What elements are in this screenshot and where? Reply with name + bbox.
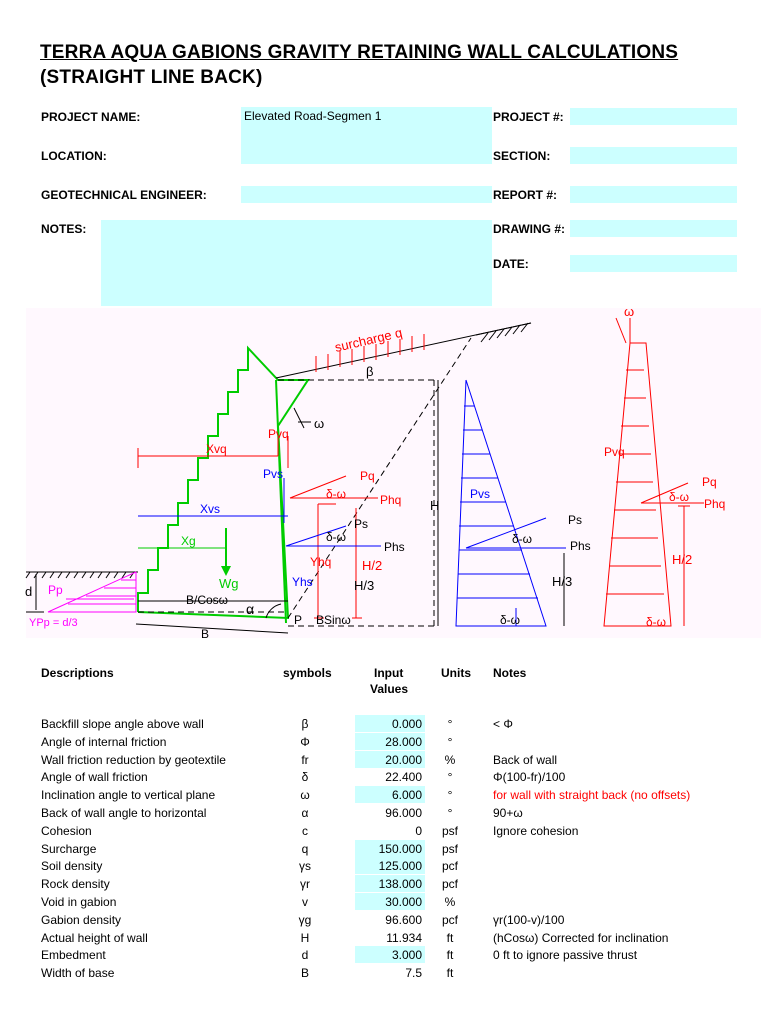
d-label: d	[25, 584, 33, 599]
row-input-value[interactable]: 3.000	[355, 946, 425, 963]
left-ground	[26, 572, 138, 578]
project-number-field[interactable]	[570, 108, 737, 125]
table-row	[0, 929, 768, 947]
row-symbol: fr	[301, 752, 309, 767]
row-unit: %	[444, 895, 456, 909]
row-description: Rock density	[41, 877, 110, 892]
row-input-value[interactable]: 0.000	[355, 715, 425, 732]
drawing-field[interactable]	[570, 220, 737, 237]
row-symbol: H	[300, 930, 310, 945]
h2-label-diagram: H/2	[672, 552, 693, 567]
soil-pressure-triangle	[456, 380, 566, 626]
section-label: SECTION:	[493, 149, 551, 163]
row-note: 0 ft to ignore passive thrust	[493, 948, 638, 963]
project-name-label: PROJECT NAME:	[41, 110, 141, 124]
row-input-value[interactable]: 150.000	[355, 840, 425, 857]
row-description: Width of base	[41, 966, 115, 981]
row-unit: °	[447, 806, 453, 820]
delta-omega-label-diagram-base: δ-ω	[646, 615, 667, 629]
row-description: Back of wall angle to horizontal	[41, 806, 207, 820]
row-unit: ft	[446, 966, 454, 981]
table-row	[0, 822, 768, 840]
row-symbol: ω	[300, 788, 310, 803]
surcharge-label: surcharge q	[333, 324, 404, 355]
notes-field[interactable]	[101, 220, 492, 306]
row-note: (hCosω) Corrected for inclination	[493, 930, 669, 945]
row-symbol: c	[302, 823, 308, 838]
row-unit: ft	[446, 948, 454, 963]
b-label: B	[201, 627, 210, 641]
report-label: REPORT #:	[493, 188, 558, 202]
table-row	[0, 733, 768, 751]
row-symbol: γg	[298, 912, 312, 927]
table-row	[0, 751, 768, 769]
delta-omega-label-wall-2: δ-ω	[326, 530, 347, 544]
delta-omega-label-triangle-base: δ-ω	[500, 613, 521, 627]
xvs-label: Xvs	[200, 502, 221, 516]
phs-label-triangle: Phs	[570, 539, 591, 553]
page-title-line2: (STRAIGHT LINE BACK)	[40, 67, 263, 88]
row-value: 11.934	[386, 930, 422, 945]
table-row	[0, 857, 768, 875]
row-input-value[interactable]: 20.000	[355, 751, 425, 768]
row-input-value[interactable]: 28.000	[355, 733, 425, 750]
beta-label: β	[366, 364, 374, 379]
pvq-label-wall: Pvq	[268, 427, 289, 441]
yhs-label: Yhs	[292, 575, 313, 589]
yhq-label: Yhq	[310, 555, 332, 569]
row-note: Ignore cohesion	[493, 823, 579, 838]
row-description: Angle of internal friction	[41, 734, 167, 749]
row-description: Wall friction reduction by geotextile	[41, 752, 226, 767]
row-symbol: δ	[301, 770, 309, 785]
geotechnical-engineer-field[interactable]	[241, 186, 492, 203]
header-units: Units	[441, 666, 471, 680]
row-note: Back of wall	[493, 752, 558, 767]
h-label: H	[430, 498, 440, 513]
row-description: Embedment	[41, 948, 106, 963]
table-row	[0, 768, 768, 786]
row-note: γr(100-v)/100	[493, 912, 565, 927]
project-number-label: PROJECT #:	[493, 110, 564, 124]
retaining-wall-diagram	[25, 304, 761, 641]
row-unit: %	[444, 752, 456, 767]
delta-omega-label-triangle: δ-ω	[512, 532, 533, 546]
row-unit: psf	[441, 841, 458, 856]
h2-label-wall: H/2	[362, 558, 383, 573]
row-unit: °	[447, 717, 453, 731]
row-input-value[interactable]: 6.000	[355, 786, 425, 803]
table-row	[0, 946, 768, 964]
row-symbol: v	[302, 895, 308, 909]
delta-omega-label-diagram: δ-ω	[669, 490, 690, 504]
row-note: 90+ω	[493, 806, 523, 820]
row-description: Surcharge	[41, 841, 97, 856]
delta-omega-label-wall-1: δ-ω	[326, 487, 347, 501]
xg-label: Xg	[181, 534, 196, 548]
row-symbol: γs	[299, 859, 311, 874]
date-label: DATE:	[493, 257, 529, 271]
row-note: for wall with straight back (no offsets)	[493, 788, 691, 803]
header-values: Values	[370, 682, 409, 696]
page-title-line1: TERRA AQUA GABIONS GRAVITY RETAINING WALL CALCULATIONS	[40, 42, 679, 63]
p-label: P	[294, 613, 303, 627]
row-description: Void in gabion	[41, 895, 117, 909]
row-unit: pcf	[441, 859, 458, 874]
row-note: Φ(100-fr)/100	[493, 770, 566, 785]
row-note: < Φ	[493, 717, 513, 731]
xvq-label: Xvq	[206, 442, 227, 456]
row-description: Actual height of wall	[41, 930, 148, 945]
row-symbol: Φ	[300, 734, 310, 749]
pp-label: Pp	[48, 583, 63, 597]
row-description: Angle of wall friction	[41, 770, 148, 785]
row-unit: °	[447, 788, 453, 803]
h3-label-triangle: H/3	[552, 574, 573, 589]
omega-label-wall: ω	[314, 416, 325, 431]
phq-label-wall: Phq	[380, 493, 402, 507]
bsin-label: BSinω	[316, 613, 351, 627]
ps-label-triangle: Ps	[568, 513, 583, 527]
phq-label-diagram: Phq	[704, 497, 726, 511]
table-row	[0, 786, 768, 804]
row-symbol: γr	[300, 877, 310, 892]
project-name-field[interactable]: Elevated Road-Segmen 1	[241, 107, 492, 164]
phs-label-wall: Phs	[384, 540, 405, 554]
wg-label: Wg	[219, 576, 239, 591]
row-input-value[interactable]: 138.000	[355, 875, 425, 892]
row-description: Soil density	[41, 859, 103, 874]
table-row	[0, 964, 768, 982]
row-value: 22.400	[385, 770, 422, 785]
row-symbol: d	[301, 948, 309, 963]
bcos-label: B/Cosω	[186, 593, 229, 607]
surcharge-pressure-diagram	[604, 318, 704, 626]
table-row	[0, 804, 768, 822]
pvq-label-diagram: Pvq	[604, 445, 625, 459]
omega-label-diagram: ω	[624, 304, 635, 319]
header-notes: Notes	[493, 666, 527, 680]
row-value: 7.5	[405, 966, 422, 981]
row-input-value[interactable]: 30.000	[355, 893, 425, 910]
ps-label-wall: Ps	[354, 517, 369, 531]
row-description: Gabion density	[41, 912, 122, 927]
date-field[interactable]	[570, 255, 737, 272]
right-ground	[476, 323, 531, 342]
row-input-value[interactable]: 125.000	[355, 857, 425, 874]
header-symbols: symbols	[283, 666, 332, 680]
row-symbol: α	[301, 806, 309, 820]
row-unit: ft	[446, 930, 454, 945]
pvs-label-triangle: Pvs	[470, 487, 491, 501]
table-row	[0, 875, 768, 893]
table-row	[0, 893, 768, 911]
header-descriptions: Descriptions	[41, 666, 114, 680]
alpha-label: α	[246, 601, 255, 617]
row-value: 0	[415, 823, 422, 838]
row-description: Inclination angle to vertical plane	[41, 788, 216, 803]
row-symbol: q	[301, 841, 309, 856]
row-description: Backfill slope angle above wall	[41, 717, 204, 731]
h3-label-wall: H/3	[354, 578, 375, 593]
ypp-label: YPp = d/3	[29, 617, 78, 629]
row-unit: pcf	[441, 877, 458, 892]
pq-label-diagram: Pq	[702, 475, 717, 489]
table-row	[0, 715, 768, 733]
report-field[interactable]	[570, 186, 737, 203]
table-row	[0, 911, 768, 929]
pq-label-wall: Pq	[360, 469, 375, 483]
geotechnical-engineer-label: GEOTECHNICAL ENGINEER:	[41, 188, 207, 202]
row-description: Cohesion	[41, 823, 92, 838]
table-row	[0, 840, 768, 858]
row-unit: °	[447, 770, 453, 785]
row-unit: pcf	[441, 912, 458, 927]
row-unit: °	[447, 734, 453, 749]
row-value: 96.600	[385, 912, 422, 927]
drawing-label: DRAWING #:	[493, 222, 565, 236]
section-field[interactable]	[570, 147, 737, 164]
notes-label: NOTES:	[41, 222, 87, 236]
row-unit: psf	[441, 823, 458, 838]
row-symbol: β	[301, 717, 309, 731]
row-value: 96.000	[385, 806, 422, 820]
pvs-label-wall: Pvs	[263, 467, 284, 481]
row-symbol: B	[300, 966, 309, 981]
header-input: Input	[374, 666, 404, 680]
location-label: LOCATION:	[41, 149, 107, 163]
